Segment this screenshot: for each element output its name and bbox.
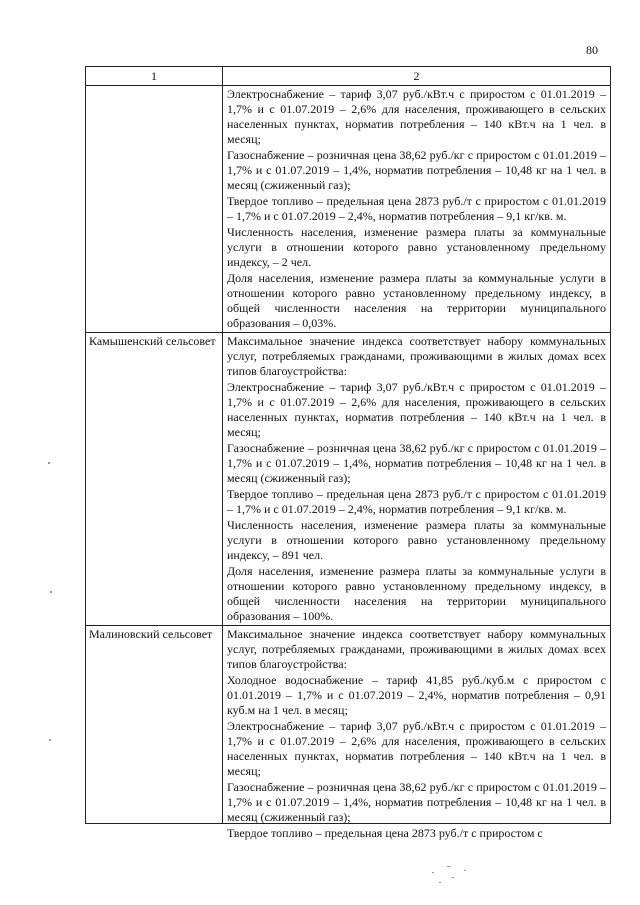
description-paragraph: Газоснабжение – розничная цена 38,62 руб./кг с приростом с 01.01.2019 – 1,7% и с 01.07.2019 – 1,4%, норматив потребления – 10,48 кг на 1 чел. в месяц (сжиженный газ);	[227, 148, 606, 192]
scan-speck	[439, 882, 441, 883]
description-paragraph: Газоснабжение – розничная цена 38,62 руб./кг с приростом с 01.01.2019 – 1,7% и с 01.07.2019 – 1,4%, норматив потребления – 10,48 кг на 1 чел. в месяц (сжиженный газ);	[227, 441, 606, 485]
municipality-name: Малиновский сельсовет	[86, 626, 223, 824]
index-table	[85, 66, 611, 840]
description-continues-next-page	[227, 627, 606, 840]
description-paragraph: Твердое топливо – предельная цена 2873 руб./т с приростом с 01.01.2019 – 1,7% и с 01.07.2019 – 2,4%, норматив потребления – 9,1 кг/кв. м.	[227, 487, 606, 516]
index-description	[223, 626, 611, 840]
page-number: 80	[586, 43, 598, 57]
description-paragraph: Электроснабжение – тариф 3,07 руб./кВт.ч с приростом с 01.01.2019 – 1,7% и с 01.07.2019 – 2,6% для населения, проживающего в сельских населенных пунктах, норматив потребления – 140 кВт.ч на 1 чел. в месяц;	[227, 87, 606, 146]
column-header-1: 1	[86, 67, 223, 86]
description-paragraph: Максимальное значение индекса соответствует набору коммунальных услуг, потребляемых гражданами, проживающими в жилых домах всех типов благоустройства:	[227, 627, 606, 671]
table-row	[86, 626, 611, 824]
municipality-name	[86, 86, 223, 333]
description-paragraph: Доля населения, изменение размера платы за коммунальные услуги в отношении которого равно установленному предельному индексу, в общей численности населения на территории муниципального образования – 100%.	[227, 564, 606, 623]
description-paragraph: Численность населения, изменение размера платы за коммунальные услуги в отношении которого равно установленному предельному индексу, – 2 чел.	[227, 225, 606, 269]
table-row	[86, 86, 611, 333]
description-paragraph: Доля населения, изменение размера платы за коммунальные услуги в отношении которого равно установленному предельному индексу, в общей численности населения на территории муниципального образования – 0,03%.	[227, 271, 606, 330]
scan-speck	[50, 591, 52, 593]
table-header-row	[86, 67, 611, 86]
column-header-2: 2	[223, 67, 611, 86]
municipality-name: Камышенский сельсовет	[86, 333, 223, 626]
scan-speck	[452, 877, 454, 878]
scan-speck	[49, 739, 51, 741]
description-paragraph: Электроснабжение – тариф 3,07 руб./кВт.ч с приростом с 01.01.2019 – 1,7% и с 01.07.2019 – 2,6% для населения, проживающего в сельских населенных пунктах, норматив потребления – 140 кВт.ч на 1 чел. в месяц;	[227, 380, 606, 439]
index-description	[223, 333, 611, 626]
scan-speck	[447, 866, 450, 867]
description-paragraph: Максимальное значение индекса соответствует набору коммунальных услуг, потребляемых гражданами, проживающими в жилых домах всех типов благоустройства:	[227, 334, 606, 378]
scan-speck	[432, 872, 434, 873]
scan-speck	[464, 870, 466, 871]
table-row	[86, 333, 611, 626]
description-paragraph: Электроснабжение – тариф 3,07 руб./кВт.ч с приростом с 01.01.2019 – 1,7% и с 01.07.2019 – 2,6% для населения, проживающего в сельских населенных пунктах, норматив потребления – 140 кВт.ч на 1 чел. в месяц;	[227, 719, 606, 778]
description-paragraph: Твердое топливо – предельная цена 2873 руб./т с приростом с 01.01.2019 – 1,7% и с 01.07.2019 – 2,4%, норматив потребления – 9,1 кг/кв. м.	[227, 194, 606, 223]
description-paragraph: Численность населения, изменение размера платы за коммунальные услуги в отношении которого равно установленному предельному индексу, – 891 чел.	[227, 518, 606, 562]
description-paragraph: Холодное водоснабжение – тариф 41,85 руб./куб.м с приростом с 01.01.2019 – 1,7% и с 01.07.2019 – 2,4%, норматив потребления – 0,91 куб.м на 1 чел. в месяц;	[227, 673, 606, 717]
description-paragraph: Газоснабжение – розничная цена 38,62 руб./кг с приростом с 01.01.2019 – 1,7% и с 01.07.2019 – 1,4%, норматив потребления – 10,48 кг на 1 чел. в месяц (сжиженный газ);	[227, 780, 606, 824]
description-paragraph: Твердое топливо – предельная цена 2873 руб./т с приростом с	[227, 826, 543, 840]
index-description	[223, 86, 611, 333]
scan-speck	[48, 462, 50, 464]
